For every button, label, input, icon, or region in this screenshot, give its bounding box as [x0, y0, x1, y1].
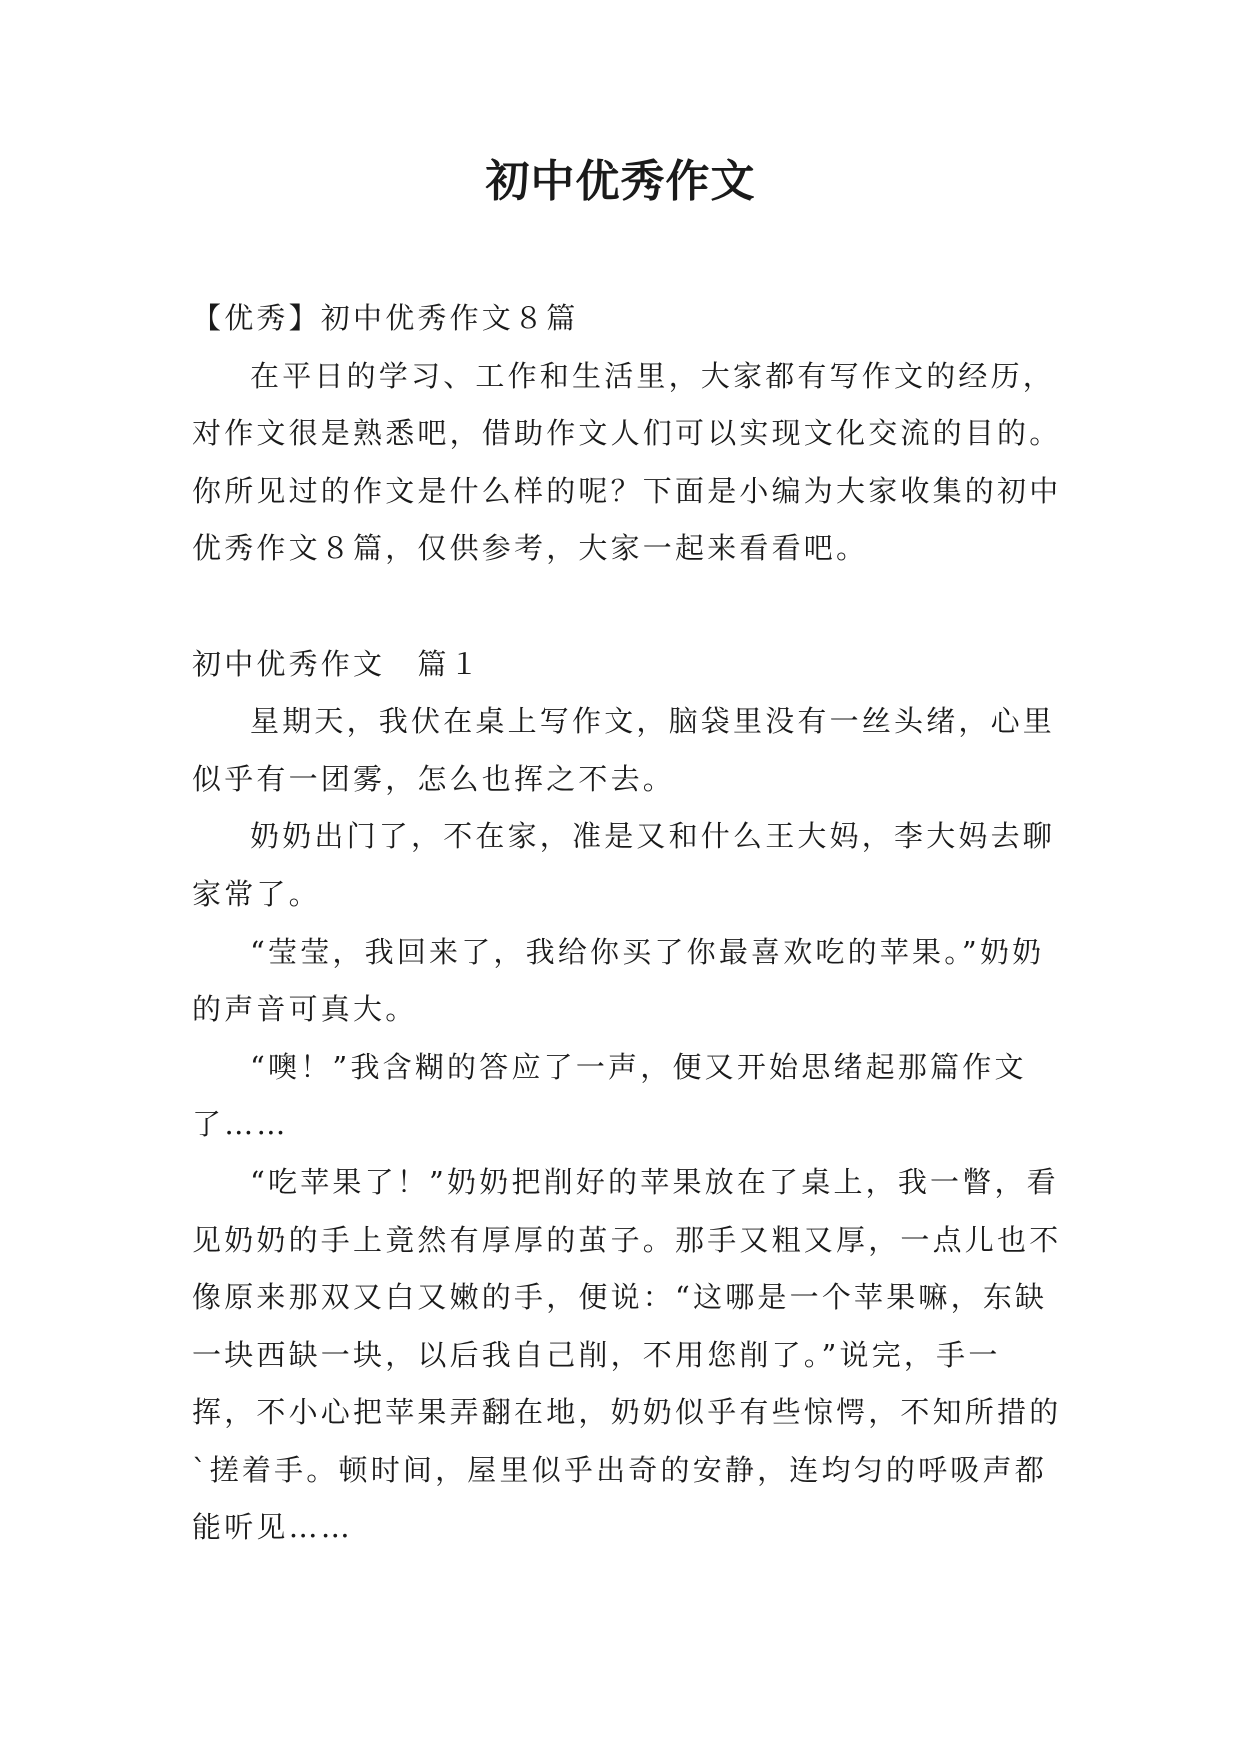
body-paragraph: “莹莹，我回来了，我给你买了你最喜欢吃的苹果。”奶奶的声音可真大。 — [192, 934, 1045, 1027]
body-paragraph: “噢！”我含糊的答应了一声，便又开始思绪起那篇作文了…… — [192, 1049, 1027, 1142]
intro-heading: 【优秀】初中优秀作文８篇 — [192, 301, 579, 335]
body-paragraph: 星期天，我伏在桌上写作文，脑袋里没有一丝头绪，心里似乎有一团雾，怎么也挥之不去。 — [192, 704, 1056, 796]
document-title: 初中优秀作文 — [485, 156, 756, 207]
body-paragraph: “吃苹果了！”奶奶把削好的苹果放在了桌上，我一瞥，看见奶奶的手上竟然有厚厚的茧子。那手又粗又厚，一点儿也不像原来那双又白又嫩的手，便说：“这哪是一个苹果嘛，东缺一块西缺一块，以后我自己削，不用您削了。”说完，手一挥，不小心把苹果弄翻在地，奶奶似乎有些惊愕，不知所措的`搓着手。顿时间，屋里似乎出奇的安静，连均匀的呼吸声都能听见…… — [192, 1164, 1062, 1545]
section-heading: 初中优秀作文 篇１ — [192, 646, 482, 681]
body-paragraph: 奶奶出门了，不在家，准是又和什么王大妈，李大妈去聊家常了。 — [192, 819, 1056, 911]
section-spacer — [192, 578, 1062, 636]
intro-paragraph: 在平日的学习、工作和生活里，大家都有写作文的经历，对作文很是熟悉吧，借助作文人们可以实现文化交流的目的。你所见过的作文是什么样的呢？下面是小编为大家收集的初中优秀作文８篇，仅供参考，大家一起来看看吧。 — [192, 358, 1062, 566]
document-body — [192, 290, 1062, 1557]
